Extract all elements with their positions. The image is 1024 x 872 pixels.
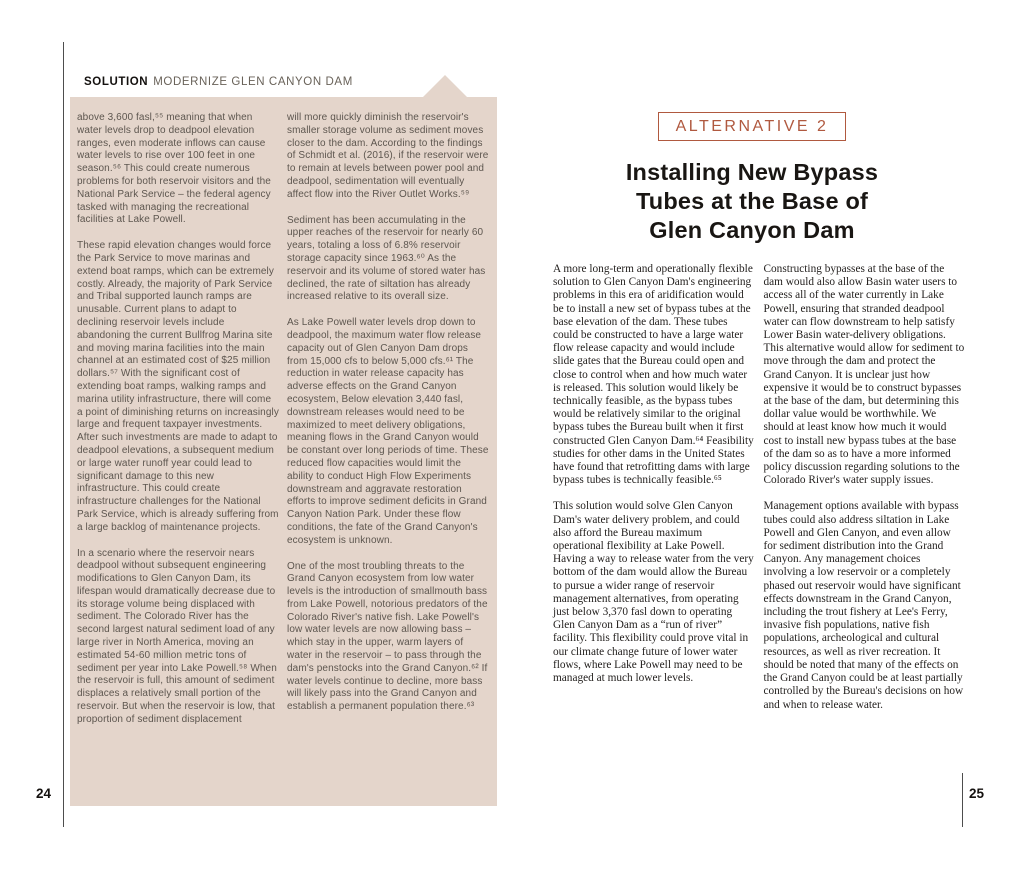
- panel-top-triangle: [423, 75, 467, 97]
- article-title-line: Tubes at the Base of: [635, 188, 869, 214]
- left-page-vertical-rule: [63, 42, 64, 827]
- paragraph: above 3,600 fasl,⁵⁵ meaning that when water levels drop to deadpool elevation ranges, even moderate inflows can cause water levels to rise over 100 feet in one season.⁵⁶ This could create numerous problems for both reservoir visitors and the National Park Service – the federal agency tasked with managing the recreational facilities at Lake Powell.: [77, 112, 271, 226]
- left-page-column-1: [77, 112, 279, 740]
- paragraph: A more long-term and operationally flexible solution to Glen Canyon Dam's engineering problems in this era of aridification would be to install a new set of bypass tubes at the base elevation of the dam. These tubes could be constructed to have a large water flow release capacity and would include slide gates that the Bureau could open and close to control when and how much water is released. This solution would likely be technically feasible, as the bypass tubes would be relatively similar to the original bypass tubes the Bureau built when it first constructed Glen Canyon Dam.⁶⁴ Feasibility studies for other dams in the United States have found that retrofitting dams with large bypass tubes is technically feasible.⁶⁵: [553, 263, 754, 487]
- paragraph: Management options available with bypass tubes could also address siltation in Lake Powell and Glen Canyon, and even allow for sediment distribution into the Grand Canyon. Any management choices involving a low reservoir or a completely phased out reservoir would have significant effects downstream in the Grand Canyon, including the trout fishery at Lee's Ferry, invasive fish populations, native fish populations, archeological and cultural resources, as well as river recreation. It should be noted that many of the effects on the Grand Canyon could be at least partially controlled by the Bureau's decisions on how and when to release water.: [763, 500, 964, 711]
- paragraph: Constructing bypasses at the base of the dam would also allow Basin water users to access all of the water currently in Lake Powell, ensuring that stranded deadpool water can flow downstream to help satisfy Lower Basin water-delivery obligations. This alternative would allow for sediment to move through the dam and protect the Grand Canyon. It is unclear just how expensive it would be to construct bypasses at the base of the dam, but determining this dollar value would be worthwhile. We should at least know how much it would cost to install new bypass tubes at the base of the dam so as to have a more informed policy discussion regarding solutions to the Colorado River's water supply issues.: [763, 263, 965, 487]
- page-number-24: 24: [36, 786, 52, 801]
- right-page-vertical-rule: [962, 773, 963, 827]
- article-title-line: Installing New Bypass: [625, 159, 879, 185]
- paragraph: will more quickly diminish the reservoir's smaller storage volume as sediment moves closer to the dam. According to the findings of Schmidt et al. (2016), if the reservoir were to remain at levels between power pool and deadpool, sedimentation will eventually affect flow into the River Outlet Works.⁵⁹: [287, 112, 489, 200]
- solution-text-panel: [70, 97, 497, 806]
- left-page-column-2: [287, 112, 489, 740]
- paragraph: This solution would solve Glen Canyon Dam's water delivery problem, and could also afford the Bureau maximum operational flexibility at Lake Powell. Having a way to release water from the very bottom of the dam would allow the Bureau to pursue a wider range of reservoir management alternatives, from operating just below 3,370 fasl down to operating Glen Canyon Dam as a “run of river” facility. This flexibility could prove vital in our climate change future of lower water flows, where Lake Powell may need to be managed at much lower levels.: [553, 500, 754, 685]
- paragraph: In a scenario where the reservoir nears deadpool without subsequent engineering modifications to Glen Canyon Dam, its lifespan would dramatically decrease due to its storage volume being displaced with sediment. The Colorado River has the second largest natural sediment load of any large river in North America, moving an estimated 54-60 million metric tons of sediment per year into Lake Powell.⁵⁸ When the reservoir is full, this amount of sediment displaces a relatively small portion of the reservoir. But when the reservoir is low, that proportion of sediment displacement: [77, 547, 277, 725]
- page-number-25: 25: [969, 786, 985, 801]
- paragraph: As Lake Powell water levels drop down to deadpool, the maximum water flow release capacity out of Glen Canyon Dam drops from 15,000 cfs to below 5,000 cfs.⁶¹ The reduction in water release capacity has adverse effects on the Grand Canyon ecosystem, Below elevation 3,440 fasl, downstream releases would need to be maximized to meet delivery obligations, meaning flows in the Grand Canyon would be constant over long periods of time. These reduced flow capacities would limit the ability to conduct High Flow Experiments downstream and aggravate restoration efforts to improve sediment deficits in Grand Canyon Nation Park. Under these flow conditions, the fate of the Grand Canyon's ecosystem is unknown.: [287, 317, 489, 546]
- article-title: [552, 158, 952, 245]
- paragraph: Sediment has been accumulating in the upper reaches of the reservoir for nearly 60 years, totaling a loss of 6.8% reservoir storage capacity since 1963.⁶⁰ As the reservoir and its volume of stored water has declined, the rate of siltation has already increased relative to its overall size.: [287, 214, 486, 303]
- solution-header: [84, 76, 353, 88]
- article-body: [553, 263, 965, 725]
- article-title-line: Glen Canyon Dam: [649, 217, 855, 243]
- solution-header-title: MODERNIZE GLEN CANYON DAM: [153, 76, 353, 88]
- right-page-column-1: [553, 263, 755, 725]
- solution-header-kicker: SOLUTION: [84, 76, 149, 88]
- alternative-2-badge: ALTERNATIVE 2: [658, 112, 846, 141]
- paragraph: One of the most troubling threats to the Grand Canyon ecosystem from low water levels is the introduction of smallmouth bass from Lake Powell, notorious predators of the Colorado River's native fish. Lake Powell's low water levels are now allowing bass – which stay in the upper, warm layers of water in the reservoir – to pass through the dam's penstocks into the Grand Canyon.⁶² If water levels continue to decline, more bass will likely pass into the Grand Canyon and establish a permanent population there.⁶³: [287, 560, 488, 713]
- paragraph: These rapid elevation changes would force the Park Service to move marinas and extend boat ramps, which can be extremely costly. Already, the majority of Park Service and Tribal supported launch ramps are unusable. Current plans to adapt to declining reservoir levels include abandoning the current Bullfrog Marina site and moving marina facilities into the main channel at an estimated cost of $25 million dollars.⁵⁷ With the significant cost of extending boat ramps, walking ramps and marina utility infrastructure, there will come a point of diminishing returns on increasingly large and frequent taxpayer investments. After such investments are made to adapt to deadpool elevations, a subsequent medium or large water runoff year could lead to significant damage to this new infrastructure. This could create infrastructure challenges for the National Park Service, which is already suffering from a large backlog of maintenance projects.: [77, 240, 279, 533]
- right-page-column-2: [764, 263, 966, 725]
